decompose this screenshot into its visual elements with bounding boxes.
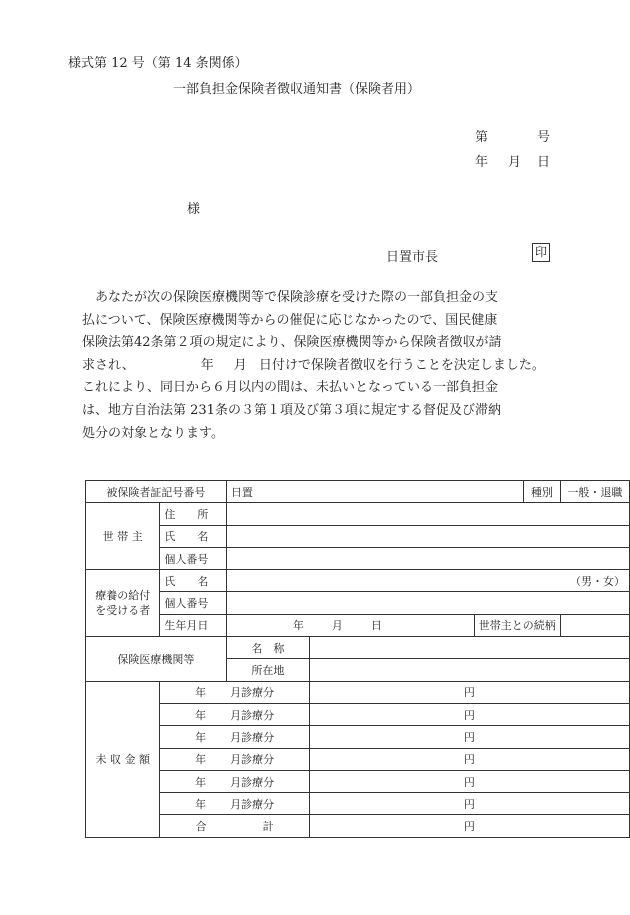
table-row [86, 570, 630, 592]
notice-body [82, 287, 582, 445]
body-line-2: 払について、保険医療機関等からの催促に応じなかったので、国民健康 [82, 312, 498, 328]
table-row [86, 793, 630, 815]
insured-number-value: 日置 [226, 481, 523, 503]
birth-day-label: 日 [370, 619, 382, 633]
household-address-label: 住 所 [160, 503, 226, 525]
unpaid-period [160, 703, 309, 725]
body-line-3: 保険法第42条第２項の規定により、保険医療機関等から保険者徴収が請 [82, 335, 502, 351]
unpaid-amount-label: 未 収 金 額 [86, 681, 160, 837]
table-row [86, 614, 630, 636]
household-personal-number-label: 個人番号 [160, 547, 226, 569]
total-label-2: 計 [262, 820, 274, 834]
unpaid-yen: 円 [309, 681, 629, 703]
body-line-7: 処分の対象となります。 [82, 425, 224, 441]
unpaid-period [160, 726, 309, 748]
category-value: 一般・退職 [560, 481, 629, 503]
table-row [86, 770, 630, 792]
body-line-4-year: 年 [200, 357, 214, 373]
document-title: 一部負担金保険者徴収通知書（保険者用） [173, 82, 421, 97]
unpaid-yen: 円 [309, 726, 629, 748]
table-row [86, 681, 630, 703]
unpaid-year: 年 [195, 708, 207, 722]
table-row [86, 481, 630, 503]
unpaid-yen: 円 [309, 793, 629, 815]
unpaid-year: 年 [195, 797, 207, 811]
seal-mark: 印 [532, 243, 550, 262]
total-label [160, 815, 309, 837]
unpaid-year: 年 [195, 686, 207, 700]
unpaid-month: 月診療分 [230, 686, 275, 700]
date-year-label: 年 [475, 155, 489, 170]
body-line-5: これにより、同日から６月以内の間は、未払いとなっている一部負担金 [82, 380, 499, 396]
beneficiary-personal-number-label: 個人番号 [160, 592, 226, 614]
total-yen: 円 [309, 815, 629, 837]
total-label-1: 合 [195, 820, 207, 834]
unpaid-month: 月診療分 [230, 753, 275, 767]
institution-address-field[interactable] [309, 659, 629, 681]
unpaid-year: 年 [195, 753, 207, 767]
institution-address-label: 所在地 [226, 659, 309, 681]
beneficiary-label-line-1: 療養の給付 [95, 589, 151, 603]
household-name-field[interactable] [226, 525, 629, 547]
date-day-label: 日 [537, 155, 551, 170]
beneficiary-personal-number-field[interactable] [226, 592, 629, 614]
document-number-suffix: 号 [537, 130, 551, 145]
household-head-label: 世 帯 主 [86, 503, 160, 570]
insured-number-label: 被保険者証記号番号 [86, 481, 227, 503]
unpaid-yen: 円 [309, 703, 629, 725]
birth-year-label: 年 [292, 619, 304, 633]
beneficiary-label [86, 570, 160, 637]
household-address-field[interactable] [226, 503, 629, 525]
unpaid-year: 年 [195, 775, 207, 789]
birthdate-label: 生年月日 [160, 614, 226, 636]
beneficiary-gender: （男・女） [226, 570, 629, 592]
household-name-label: 氏 名 [160, 525, 226, 547]
body-line-4-end: 日付けで保険者徴収を行うことを決定しました。 [258, 357, 545, 373]
table-row [86, 815, 630, 837]
body-line-4 [82, 355, 582, 378]
table-row [86, 748, 630, 770]
unpaid-yen: 円 [309, 748, 629, 770]
household-personal-number-field[interactable] [226, 547, 629, 569]
sender-name: 日置市長 [386, 250, 439, 265]
table-row [86, 637, 630, 659]
unpaid-period [160, 770, 309, 792]
table-row [86, 726, 630, 748]
form-number-line: 様式第 12 号（第 14 条関係） [68, 56, 248, 71]
birth-month-label: 月 [331, 619, 343, 633]
institution-name-field[interactable] [309, 637, 629, 659]
unpaid-year: 年 [195, 730, 207, 744]
unpaid-period [160, 793, 309, 815]
unpaid-month: 月診療分 [230, 797, 275, 811]
table-row [86, 547, 630, 569]
notice-form-table [85, 480, 630, 838]
body-line-4-month: 月 [233, 357, 247, 373]
body-line-1: あなたが次の保険医療機関等で保険診療を受けた際の一部負担金の支 [95, 290, 499, 305]
unpaid-period [160, 748, 309, 770]
birthdate-field[interactable] [226, 614, 474, 636]
relation-label: 世帯主との続柄 [474, 614, 560, 636]
unpaid-month: 月診療分 [230, 730, 275, 744]
body-line-4-start: 求され、 [82, 357, 135, 373]
unpaid-month: 月診療分 [230, 708, 275, 722]
beneficiary-label-line-2: を受ける者 [95, 604, 151, 618]
institution-name-label: 名 称 [226, 637, 309, 659]
body-line-6: は、地方自治法第 231条の３第１項及び第３項に規定する督促及び滞納 [82, 402, 501, 418]
unpaid-period [160, 681, 309, 703]
unpaid-yen: 円 [309, 770, 629, 792]
table-row [86, 503, 630, 525]
beneficiary-name-label: 氏 名 [160, 570, 226, 592]
addressee-honorific: 様 [187, 202, 201, 217]
relation-field[interactable] [560, 614, 629, 636]
table-row [86, 703, 630, 725]
date-month-label: 月 [508, 155, 522, 170]
category-label: 種別 [524, 481, 561, 503]
table-row [86, 525, 630, 547]
unpaid-month: 月診療分 [230, 775, 275, 789]
table-row [86, 592, 630, 614]
document-number-prefix: 第 [475, 130, 489, 145]
institution-label: 保険医療機関等 [86, 637, 227, 682]
